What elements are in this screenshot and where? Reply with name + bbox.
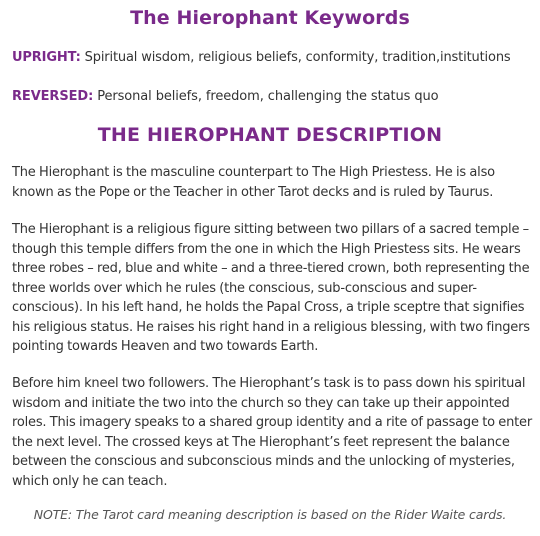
- description-paragraph-2: The Hierophant is a religious figure sitting between two pillars of a sacred temple – though this temple differs from the one in which the High Priestess sits. He wears three robes – red, blue and white – and a three-tiered crown, both representing the three worlds over which he rules (the conscious, sub-conscious and super-conscious). In his left hand, he holds the Papal Cross, a triple sceptre that signifies his religious status. He raises his right hand in a religious blessing, with two fingers pointing towards Heaven and two towards Earth.: [12, 222, 530, 354]
- keywords-heading: The Hierophant Keywords: [130, 7, 410, 29]
- upright-label: UPRIGHT:: [12, 50, 81, 65]
- description-heading: THE HIEROPHANT DESCRIPTION: [97, 124, 443, 146]
- reversed-keywords: [12, 89, 438, 105]
- rider-waite-note: NOTE: The Tarot card meaning description is based on the Rider Waite cards.: [33, 507, 507, 522]
- upright-keywords: [12, 50, 511, 66]
- description-paragraph-1: The Hierophant is the masculine counterpart to The High Priestess. He is also known as the Pope or the Teacher in other Tarot decks and is ruled by Taurus.: [12, 165, 495, 200]
- reversed-label: REVERSED:: [12, 89, 94, 104]
- upright-text: Spiritual wisdom, religious beliefs, conformity, tradition,institutions: [80, 50, 511, 65]
- reversed-text: Personal beliefs, freedom, challenging the status quo: [93, 89, 439, 104]
- description-paragraph-3: Before him kneel two followers. The Hierophant’s task is to pass down his spiritual wisdom and initiate the two into the church so they can take up their appointed roles. This imagery speaks to a shared group identity and a rite of passage to enter the next level. The crossed keys at The Hierophant’s feet represent the balance between the conscious and subconscious minds and the unlocking of mysteries, which only he can teach.: [12, 376, 532, 489]
